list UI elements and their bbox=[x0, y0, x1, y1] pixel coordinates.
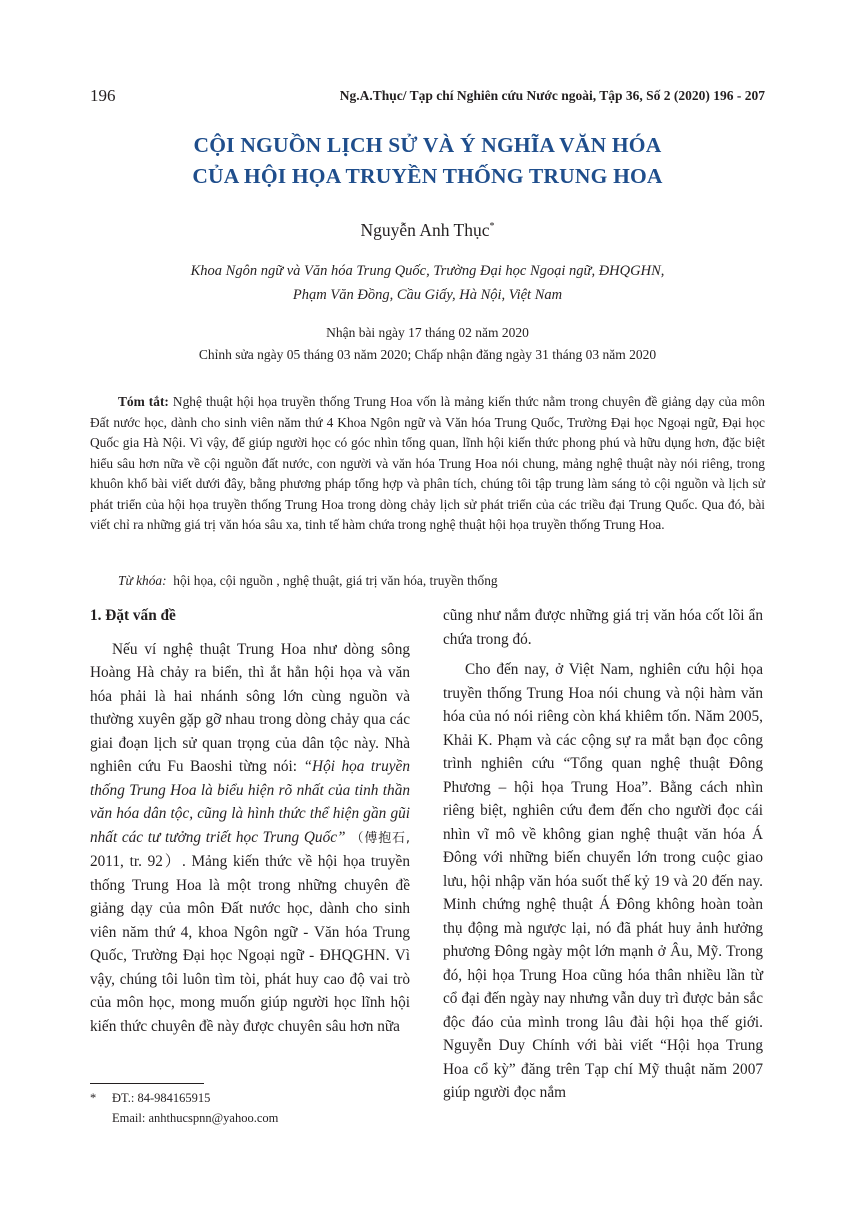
received-date: Nhận bài ngày 17 tháng 02 năm 2020 bbox=[326, 325, 529, 340]
author-name: Nguyễn Anh Thục bbox=[360, 220, 490, 240]
running-head: Ng.A.Thục/ Tạp chí Nghiên cứu Nước ngoài, Tập 36, Số 2 (2020) 196 - 207 bbox=[339, 88, 765, 103]
paragraph-intro-text: Nếu ví nghệ thuật Trung Hoa như dòng sông Hoàng Hà chảy ra biển, thì ắt hẳn hội họa và văn hóa phải là hai nhánh sông lớn cùng nguồn và thường xuyên gặp gỡ nhau trong dòng chảy qua các giai đoạn lịch sử quan trọng của dân tộc này. Nhà nghiên cứu Fu Baoshi từng nói: bbox=[90, 640, 410, 775]
paragraph-research-overview: Cho đến nay, ở Việt Nam, nghiên cứu hội họa truyền thống Trung Hoa nói chung và nội hàm văn hóa của nó nói riêng còn khá khiêm tốn. Năm 2005, Khải K. Phạm và các cộng sự ra mắt bạn đọc công trình nghiên cứu “Tổng quan nghệ thuật Đông Phương – hội họa Trung Hoa”. Bằng cách nhìn riêng biệt, nghiên cứu đem đến cho người đọc cái nhìn vĩ mô về không gian nghệ thuật văn hóa Á Đông với những biến chuyển lớn trong cuộc giao lưu, hội nhập văn hóa suốt thế kỷ 19 và 20 đến nay. Minh chứng nghệ thuật Á Đông không hoàn toàn thụ động mà ngược lại, nó đã phát huy ảnh hưởng phương Đông ngày một lớn mạnh ở Âu, Mỹ. Trong đó, hội họa Trung Hoa cũng hóa thân nhiều lần từ cổ đại đến ngày nay nhưng vẫn duy trì được bản sắc độc đáo của mình trong lâu đài hội họa thế giới. Nguyễn Duy Chính với bài viết “Hội họa Trung Hoa cổ kỳ” đăng trên Tạp chí Mỹ thuật năm 2007 giúp người đọc nắm bbox=[443, 661, 763, 1101]
keywords bbox=[118, 571, 765, 591]
left-column bbox=[90, 604, 410, 1038]
citation-cjk-name: （傅抱石, bbox=[345, 830, 411, 846]
title-line-1: CỘI NGUỒN LỊCH SỬ VÀ Ý NGHĨA VĂN HÓA bbox=[193, 133, 662, 157]
footnote-email: Email: anhthucspnn@yahoo.com bbox=[112, 1111, 279, 1125]
abstract-text: Nghệ thuật hội họa truyền thống Trung Hoa vốn là mảng kiến thức nằm trong chuyên đề giảng dạy của môn Đất nước học, dành cho sinh viên năm thứ 4 Khoa Ngôn ngữ và Văn hóa Trung Quốc, Trường Đại học Ngoại ngữ, Đại học Quốc gia Hà Nội. Vì vậy, để giúp người học có góc nhìn tổng quan, lĩnh hội kiến thức phong phú và hữu dụng hơn, đặc biệt hiểu sâu hơn nữa về cội nguồn đất nước, con người và văn hóa Trung Hoa nói chung, mảng nghệ thuật này nói riêng, trong khuôn khổ bài viết dưới đây, bằng phương pháp tổng hợp và phân tích, chúng tôi tập trung làm sáng tỏ cội nguồn và lịch sử phát triển của hội họa truyền thống Trung Hoa trong dòng chảy lịch sử phát triển của các triều đại Trung Quốc. Qua đó, bài viết chỉ ra những giá trị văn hóa sâu xa, tinh tế hàm chứa trong nghệ thuật hội họa truyền thống Trung Hoa. bbox=[90, 394, 765, 532]
fu-baoshi-quote: “Hội họa truyền thống Trung Hoa là biểu hiện rõ nhất của tinh thần văn hóa dân tộc, cũng là hình thức thể hiện gần gũi nhất các tư tưởng triết học Trung Quốc” bbox=[90, 758, 410, 846]
footnote-mark: * bbox=[90, 1091, 97, 1105]
keywords-label: Từ khóa: bbox=[118, 573, 167, 588]
footnote-divider bbox=[90, 1083, 204, 1084]
title-line-2: CỦA HỘI HỌA TRUYỀN THỐNG TRUNG HOA bbox=[192, 164, 663, 188]
footnote bbox=[90, 1088, 420, 1128]
affiliation-line-2: Phạm Văn Đồng, Cầu Giấy, Hà Nội, Việt Nam bbox=[292, 287, 563, 303]
right-column bbox=[443, 604, 763, 1105]
keywords-list: hội họa, cội nguồn , nghệ thuật, giá trị văn hóa, truyền thống bbox=[173, 573, 498, 588]
section-heading: 1. Đặt vấn đề bbox=[90, 607, 176, 624]
article-dates bbox=[90, 322, 765, 366]
page-number: 196 bbox=[90, 86, 116, 105]
affiliation bbox=[90, 259, 765, 307]
paragraph-intro bbox=[90, 638, 410, 1039]
affiliation-line-1: Khoa Ngôn ngữ và Văn hóa Trung Quốc, Trường Đại học Ngoại ngữ, ĐHQGHN, bbox=[190, 263, 665, 279]
revised-accepted-date: Chỉnh sửa ngày 05 tháng 03 năm 2020; Chấp nhận đăng ngày 31 tháng 03 năm 2020 bbox=[198, 347, 657, 362]
footnote-phone: ĐT.: 84-984165915 bbox=[112, 1091, 211, 1105]
author bbox=[90, 220, 765, 241]
abstract-label: Tóm tắt: bbox=[118, 394, 169, 409]
paragraph-intro-continued: cũng như nắm được những giá trị văn hóa cốt lõi ẩn chứa trong đó. bbox=[443, 607, 763, 648]
page-header bbox=[90, 86, 765, 106]
paragraph-intro-rest: 2011, tr. 92）. Mảng kiến thức về hội họa truyền thống Trung Hoa là một trong những chuyên đề giảng dạy của môn Đất nước học, dành cho sinh viên năm thứ 4, khoa Ngôn ngữ - Văn hóa Trung Quốc, Trường Đại học Ngoại ngữ - ĐHQGHN. Vì vậy, chúng tôi luôn tìm tòi, phát huy cao độ vai trò của môn học, mong muốn giúp người học lĩnh hội kiến thức chuyên đề này được chuyên sâu hơn nữa bbox=[90, 853, 410, 1035]
author-footnote-mark: * bbox=[489, 221, 495, 233]
article-title bbox=[90, 130, 765, 192]
abstract bbox=[90, 392, 765, 536]
